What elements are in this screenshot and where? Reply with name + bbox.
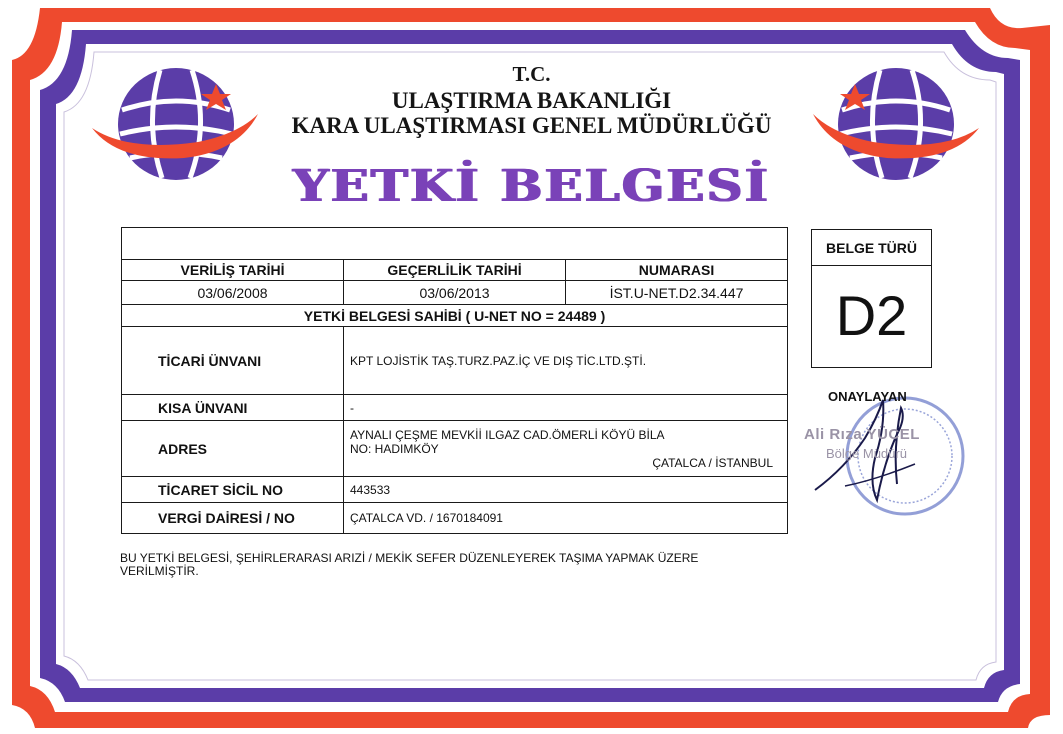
short-name-label: KISA ÜNVANI: [122, 395, 344, 421]
validity-date-header: GEÇERLİLİK TARİHİ: [344, 260, 566, 281]
tax-office-label: VERGİ DAİRESİ / NO: [122, 503, 344, 534]
document-type-value: D2: [835, 284, 908, 347]
trade-name-label: TİCARİ ÜNVANI: [122, 327, 344, 395]
trade-name-value: KPT LOJİSTİK TAŞ.TURZ.PAZ.İÇ VE DIŞ TİC.LTD.ŞTİ.: [344, 327, 788, 395]
trade-registry-label: TİCARET SİCİL NO: [122, 477, 344, 503]
address-city: ÇATALCA / İSTANBUL: [652, 455, 774, 470]
footer-note: BU YETKİ BELGESİ, ŞEHİRLERARASI ARIZİ / MEKİK SEFER DÜZENLEYEREK TAŞIMA YAPMAK ÜZERE VERİLMİŞTİR.: [120, 551, 699, 578]
table-top-blank-row: [122, 228, 788, 260]
issue-date-header: VERİLİŞ TARİHİ: [122, 260, 344, 281]
approver-label: ONAYLAYAN: [828, 389, 907, 404]
header-tc: T.C.: [512, 62, 551, 86]
trade-registry-value: 443533: [344, 477, 788, 503]
address-line-2: NO: HADIMKÖY: [350, 441, 439, 456]
document-type-box: [811, 229, 932, 368]
certificate-table: [121, 227, 788, 534]
stamp-title: Bölge Müdürü: [826, 446, 907, 461]
address-line-1: AYNALI ÇEŞME MEVKİİ ILGAZ CAD.ÖMERLİ KÖYÜ BİLA: [350, 427, 665, 442]
header-directorate: KARA ULAŞTIRMASI GENEL MÜDÜRLÜĞÜ: [291, 113, 772, 138]
number-value: İST.U-NET.D2.34.447: [566, 281, 788, 305]
validity-date-value: 03/06/2013: [344, 281, 566, 305]
short-name-value: -: [344, 395, 788, 421]
owner-title: YETKİ BELGESİ SAHİBİ ( U-NET NO = 24489 ): [122, 305, 788, 327]
number-header: NUMARASI: [566, 260, 788, 281]
document-type-label: BELGE TÜRÜ: [812, 230, 931, 266]
address-value: [344, 421, 788, 477]
issue-date-value: 03/06/2008: [122, 281, 344, 305]
document-title: YETKİ BELGESİ: [292, 159, 771, 212]
tax-office-value: ÇATALCA VD. / 1670184091: [344, 503, 788, 534]
stamp-name: Ali Rıza YÜCEL: [804, 426, 920, 443]
address-label: ADRES: [122, 421, 344, 477]
header-ministry: ULAŞTIRMA BAKANLIĞI: [391, 88, 672, 113]
